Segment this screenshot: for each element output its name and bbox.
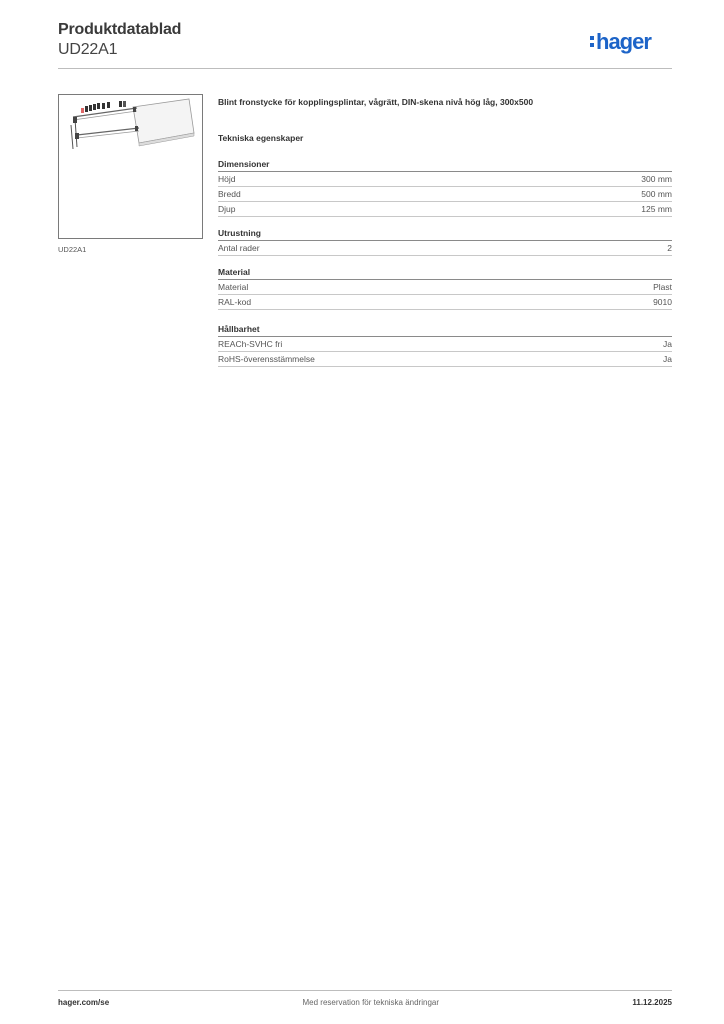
spec-group-hallbarhet	[218, 323, 672, 367]
page-footer	[58, 998, 672, 1007]
spec-label: Höjd	[218, 174, 236, 184]
spec-label: Djup	[218, 204, 236, 214]
spec-label: Bredd	[218, 189, 241, 199]
spec-value: 125 mm	[641, 204, 672, 214]
spec-row	[218, 172, 672, 187]
product-image	[58, 94, 203, 239]
spec-value: Ja	[663, 339, 672, 349]
spec-group-title: Material	[218, 266, 672, 280]
svg-text:hager: hager	[596, 30, 651, 54]
product-illustration	[59, 95, 202, 238]
spec-group-utrustning	[218, 227, 672, 256]
spec-row	[218, 187, 672, 202]
spec-value: Plast	[653, 282, 672, 292]
section-heading: Tekniska egenskaper	[218, 133, 304, 143]
spec-value: 300 mm	[641, 174, 672, 184]
spec-value: 2	[667, 243, 672, 253]
spec-value: 9010	[653, 297, 672, 307]
spec-row	[218, 241, 672, 256]
spec-group-title: Dimensioner	[218, 158, 672, 172]
document-header	[58, 20, 181, 60]
spec-group-title: Hållbarhet	[218, 323, 672, 337]
footer-divider	[58, 990, 672, 991]
spec-value: Ja	[663, 354, 672, 364]
spec-row	[218, 280, 672, 295]
hager-logo	[590, 30, 672, 56]
footer-date: 11.12.2025	[632, 998, 672, 1007]
spec-group-material	[218, 266, 672, 310]
specs-content	[218, 96, 672, 367]
spec-group-title: Utrustning	[218, 227, 672, 241]
spec-label: Material	[218, 282, 249, 292]
website-link[interactable]: hager.com/se	[58, 998, 110, 1007]
product-description: Blint fronstycke för kopplingsplintar, vågrätt, DIN-skena nivå hög låg, 300x500	[218, 97, 534, 107]
spec-row	[218, 337, 672, 352]
spec-row	[218, 295, 672, 310]
spec-row	[218, 202, 672, 217]
spec-label: RoHS-överensstämmelse	[218, 354, 315, 364]
spec-row	[218, 352, 672, 367]
document-title: Produktdatablad	[58, 21, 182, 38]
image-caption: UD22A1	[58, 245, 87, 254]
product-code: UD22A1	[58, 41, 118, 58]
spec-label: REACh-SVHC fri	[218, 339, 283, 349]
footer-disclaimer: Med reservation för tekniska ändringar	[302, 998, 440, 1007]
header-divider	[58, 68, 672, 69]
spec-label: Antal rader	[218, 243, 260, 253]
spec-group-dimensioner	[218, 158, 672, 217]
spec-label: RAL-kod	[218, 297, 252, 307]
spec-value: 500 mm	[641, 189, 672, 199]
